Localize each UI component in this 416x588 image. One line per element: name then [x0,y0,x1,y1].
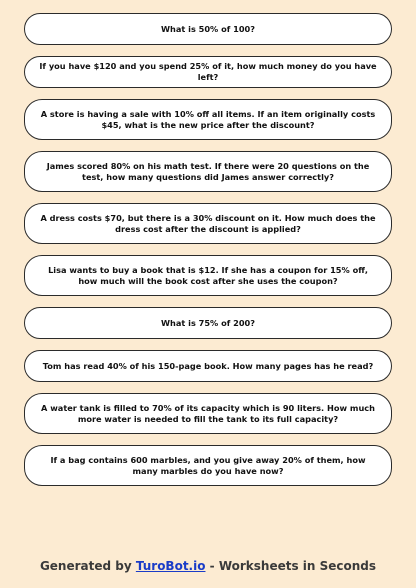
question-text: A water tank is filled to 70% of its capacity which is 90 liters. How much more water is needed to fill the tank to its full capacity? [41,402,375,424]
question-card-9 [24,393,392,434]
question-text: What is 50% of 100? [160,23,255,34]
question-text: If you have $120 and you spend 25% of it, how much money do you have left? [39,61,377,82]
question-list [24,13,392,497]
question-card-4 [24,151,392,192]
question-card-1 [24,13,392,45]
question-card-7 [24,307,392,339]
question-card-2 [24,56,392,88]
brand-link[interactable]: TuroBot.io [135,559,206,573]
question-card-8 [24,350,392,382]
question-text: What is 75% of 200? [160,317,255,328]
footer [0,559,416,573]
footer-suffix: - Worksheets in Seconds [205,559,377,573]
question-card-5 [24,203,392,244]
question-text: If a bag contains 600 marbles, and you give away 20% of them, how many marbles do you have now? [50,454,366,476]
question-card-6 [24,255,392,296]
question-text: A dress costs $70, but there is a 30% discount on it. How much does the dress cost after the discount is applied? [40,212,376,234]
question-text: Lisa wants to buy a book that is $12. If she has a coupon for 15% off, how much will the book cost after she uses the coupon? [48,264,368,286]
question-text: Tom has read 40% of his 150-page book. How many pages has he read? [42,360,374,371]
footer-prefix: Generated by [39,559,136,573]
question-card-10 [24,445,392,486]
question-card-3 [24,99,392,140]
question-text: James scored 80% on his math test. If there were 20 questions on the test, how many questions did James answer correctly? [46,160,370,182]
question-text: A store is having a sale with 10% off all items. If an item originally costs $45, what is the new price after the discount? [40,108,376,130]
